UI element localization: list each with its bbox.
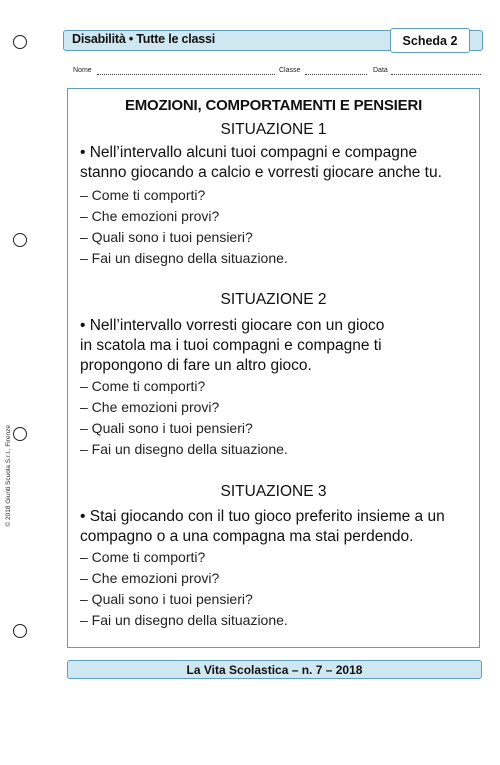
situation-2-question: – Fai un disegno della situazione. [80, 441, 288, 457]
situation-2-question: – Quali sono i tuoi pensieri? [80, 420, 253, 436]
situation-1-question: – Come ti comporti? [80, 187, 206, 203]
situation-3-question: – Fai un disegno della situazione. [80, 612, 288, 628]
header-title: Disabilità • Tutte le classi [72, 32, 216, 46]
scheda-badge: Scheda 2 [390, 28, 470, 53]
nome-label: Nome [73, 67, 92, 74]
binder-hole-3 [13, 427, 27, 441]
situation-1-line-2: stanno giocando a calcio e vorresti giocare anche tu. [80, 164, 442, 181]
situation-3-question: – Come ti comporti? [80, 549, 206, 565]
situation-2-question: – Che emozioni provi? [80, 399, 220, 415]
binder-hole-2 [13, 233, 27, 247]
copyright-text: © 2018 Giunti Scuola S.r.l., Firenze [5, 425, 12, 527]
situation-2-heading: SITUAZIONE 2 [220, 291, 327, 308]
situation-3-heading: SITUAZIONE 3 [220, 483, 327, 500]
situation-2-question: – Come ti comporti? [80, 378, 206, 394]
binder-hole-4 [13, 624, 27, 638]
situation-1-line-1: • Nell’intervallo alcuni tuoi compagni e compagne [80, 144, 418, 161]
footer-bar: La Vita Scolastica – n. 7 – 2018 [67, 660, 482, 679]
situation-1-question: – Fai un disegno della situazione. [80, 250, 288, 266]
binder-hole-1 [13, 35, 27, 49]
situation-2-line-2: in scatola ma i tuoi compagni e compagne ti [80, 337, 382, 354]
situation-3-question: – Che emozioni provi? [80, 570, 220, 586]
situation-1-question: – Che emozioni provi? [80, 208, 220, 224]
situation-1-heading: SITUAZIONE 1 [220, 121, 327, 138]
student-info-line [73, 67, 483, 79]
situation-3-line-1: • Stai giocando con il tuo gioco preferito insieme a un [80, 508, 445, 525]
situation-2-line-1: • Nell’intervallo vorresti giocare con un gioco [80, 317, 385, 334]
situation-3-line-2: compagno o a una compagna ma stai perdendo. [80, 528, 414, 545]
situation-1-question: – Quali sono i tuoi pensieri? [80, 229, 253, 245]
nome-field[interactable] [97, 73, 275, 75]
classe-field[interactable] [305, 73, 367, 75]
data-field[interactable] [391, 73, 481, 75]
classe-label: Classe [279, 67, 301, 74]
situation-3-question: – Quali sono i tuoi pensieri? [80, 591, 253, 607]
data-label: Data [373, 67, 388, 74]
worksheet-title: EMOZIONI, COMPORTAMENTI E PENSIERI [124, 97, 423, 114]
worksheet-box [67, 88, 480, 648]
situation-2-line-3: propongono di fare un altro gioco. [80, 357, 312, 374]
